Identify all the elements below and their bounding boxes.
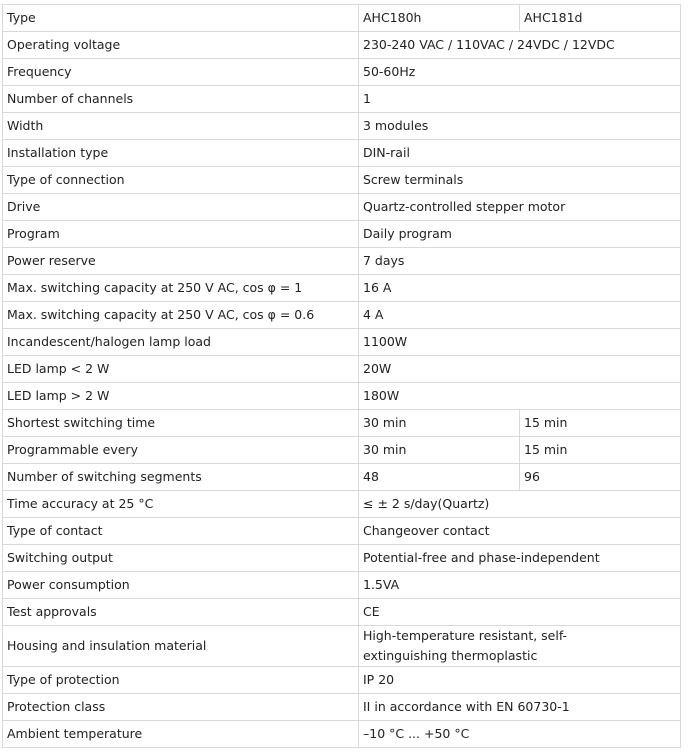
- row-value: 50-60Hz: [359, 59, 681, 86]
- table-row: [3, 694, 681, 721]
- row-value-ahc181d: AHC181d: [520, 5, 681, 32]
- row-label: Power consumption: [3, 572, 359, 599]
- row-value-ahc180h: 48: [359, 464, 520, 491]
- table-row: [3, 572, 681, 599]
- row-value-ahc181d: 15 min: [520, 437, 681, 464]
- row-label: Max. switching capacity at 250 V AC, cos φ = 1: [3, 275, 359, 302]
- row-label: Ambient temperature: [3, 721, 359, 748]
- row-value: Daily program: [359, 221, 681, 248]
- row-label: Type of connection: [3, 167, 359, 194]
- row-label: Switching output: [3, 545, 359, 572]
- row-value-ahc181d: 15 min: [520, 410, 681, 437]
- row-label: Number of switching segments: [3, 464, 359, 491]
- table-row: [3, 356, 681, 383]
- row-label: Protection class: [3, 694, 359, 721]
- row-label: Operating voltage: [3, 32, 359, 59]
- table-row: [3, 383, 681, 410]
- row-label: Drive: [3, 194, 359, 221]
- row-value: Changeover contact: [359, 518, 681, 545]
- row-label: Housing and insulation material: [3, 626, 359, 667]
- row-label: LED lamp > 2 W: [3, 383, 359, 410]
- table-row: [3, 275, 681, 302]
- table-row: [3, 86, 681, 113]
- table-row: [3, 113, 681, 140]
- table-row: [3, 464, 681, 491]
- table-row: [3, 721, 681, 748]
- row-value-text: High-temperature resistant, self-extinguishing thermoplastic: [363, 628, 568, 663]
- table-row: [3, 518, 681, 545]
- spec-table: [2, 4, 681, 748]
- row-value: –10 °C ... +50 °C: [359, 721, 681, 748]
- table-row: [3, 667, 681, 694]
- row-value: 180W: [359, 383, 681, 410]
- row-value-ahc180h: AHC180h: [359, 5, 520, 32]
- row-label: Installation type: [3, 140, 359, 167]
- row-value: 16 A: [359, 275, 681, 302]
- row-label: Incandescent/halogen lamp load: [3, 329, 359, 356]
- row-value: 1.5VA: [359, 572, 681, 599]
- table-row: [3, 140, 681, 167]
- row-label: Power reserve: [3, 248, 359, 275]
- row-value: CE: [359, 599, 681, 626]
- row-value: 20W: [359, 356, 681, 383]
- table-row: [3, 302, 681, 329]
- table-row: [3, 545, 681, 572]
- table-row: [3, 599, 681, 626]
- row-label: Shortest switching time: [3, 410, 359, 437]
- row-value: ≤ ± 2 s/day(Quartz): [359, 491, 681, 518]
- row-label: Program: [3, 221, 359, 248]
- row-label: Time accuracy at 25 °C: [3, 491, 359, 518]
- table-row: [3, 5, 681, 32]
- table-row: [3, 437, 681, 464]
- row-value: DIN-rail: [359, 140, 681, 167]
- row-label: Test approvals: [3, 599, 359, 626]
- table-row: [3, 32, 681, 59]
- row-value: II in accordance with EN 60730-1: [359, 694, 681, 721]
- row-label: Type of contact: [3, 518, 359, 545]
- row-value-ahc181d: 96: [520, 464, 681, 491]
- table-row: [3, 248, 681, 275]
- row-value: 1: [359, 86, 681, 113]
- row-value: 1100W: [359, 329, 681, 356]
- table-row: [3, 167, 681, 194]
- table-row: [3, 329, 681, 356]
- row-value: IP 20: [359, 667, 681, 694]
- row-label: LED lamp < 2 W: [3, 356, 359, 383]
- row-value: [359, 626, 681, 667]
- row-label: Max. switching capacity at 250 V AC, cos φ = 0.6: [3, 302, 359, 329]
- row-value: Screw terminals: [359, 167, 681, 194]
- table-row: [3, 194, 681, 221]
- table-row: [3, 221, 681, 248]
- table-row: [3, 59, 681, 86]
- row-label: Type of protection: [3, 667, 359, 694]
- row-value: 7 days: [359, 248, 681, 275]
- table-row: [3, 491, 681, 518]
- row-label: Frequency: [3, 59, 359, 86]
- row-label: Width: [3, 113, 359, 140]
- table-row: [3, 626, 681, 667]
- row-value-ahc180h: 30 min: [359, 437, 520, 464]
- table-row: [3, 410, 681, 437]
- row-value-ahc180h: 30 min: [359, 410, 520, 437]
- row-label: Programmable every: [3, 437, 359, 464]
- row-label: Type: [3, 5, 359, 32]
- row-value: 4 A: [359, 302, 681, 329]
- row-label: Number of channels: [3, 86, 359, 113]
- row-value: 230-240 VAC / 110VAC / 24VDC / 12VDC: [359, 32, 681, 59]
- row-value: Potential-free and phase-independent: [359, 545, 681, 572]
- row-value: Quartz-controlled stepper motor: [359, 194, 681, 221]
- row-value: 3 modules: [359, 113, 681, 140]
